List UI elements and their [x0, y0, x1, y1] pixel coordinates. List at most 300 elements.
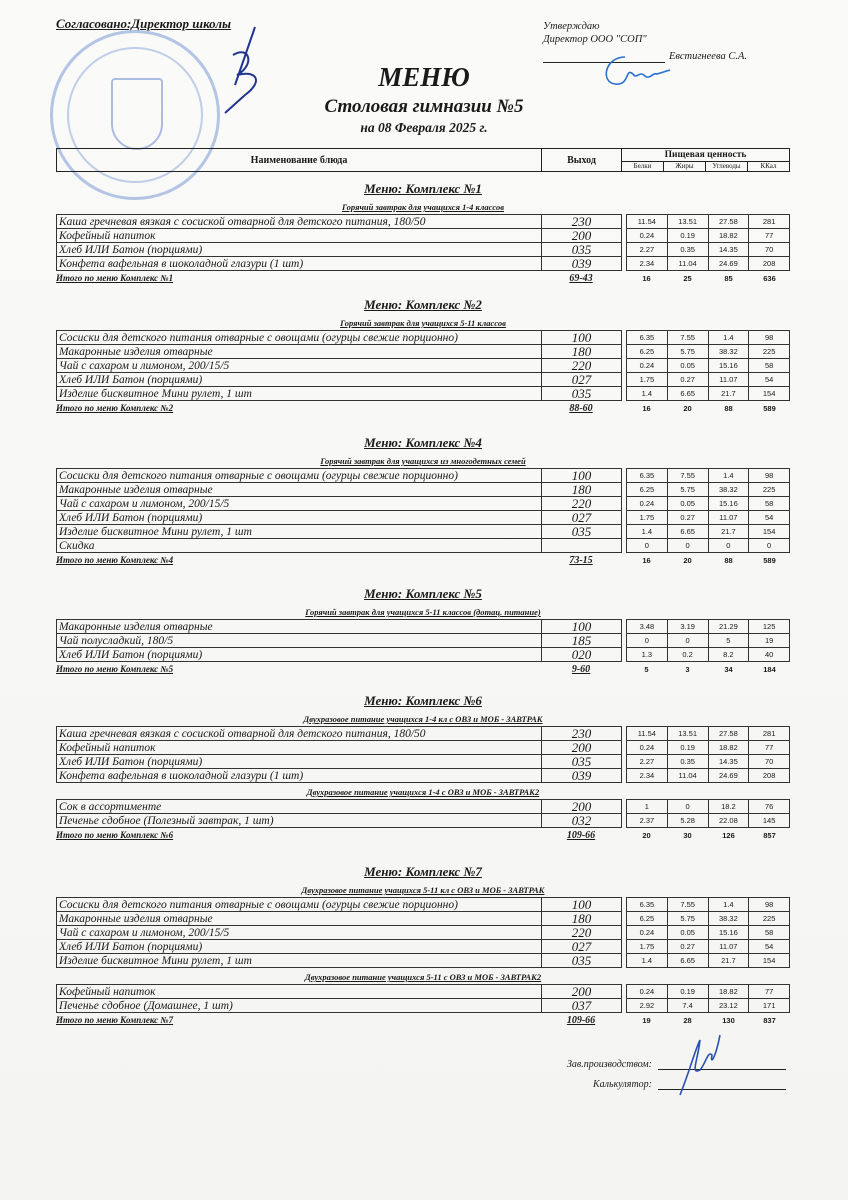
dish-output: 100 [542, 331, 622, 345]
section-total [56, 828, 790, 842]
group-subtitle: Горячий завтрак для учащихся 1-4 классов [341, 202, 505, 212]
dish-fats: 11.04 [667, 257, 708, 271]
dish-carbs: 11.07 [708, 373, 749, 387]
menu-section [56, 585, 790, 676]
dish-proteins: 11.54 [627, 215, 668, 229]
dish-carbs: 11.07 [708, 511, 749, 525]
total-label: Итого по меню Комплекс №5 [56, 664, 174, 674]
dish-name: Печенье сдобное (Полезный завтрак, 1 шт) [57, 814, 542, 828]
header-fats: Жиры [664, 162, 706, 171]
table-row [57, 229, 790, 243]
table-row [57, 814, 790, 828]
dish-fats: 0.27 [667, 511, 708, 525]
dish-proteins: 0.24 [627, 229, 668, 243]
dish-fats: 5.75 [667, 912, 708, 926]
total-kcal: 837 [763, 1015, 776, 1025]
dish-fats: 0.2 [667, 648, 708, 662]
dish-kcal: 19 [749, 634, 790, 648]
dish-kcal: 208 [749, 769, 790, 783]
dish-kcal: 98 [749, 898, 790, 912]
approve-label: Утверждаю [543, 21, 600, 32]
dish-name: Хлеб ИЛИ Батон (порциями) [57, 373, 542, 387]
calculator-label: Калькулятор: [593, 1079, 652, 1090]
dish-carbs: 21.7 [708, 387, 749, 401]
table-row [57, 243, 790, 257]
table-row [57, 912, 790, 926]
dish-carbs: 15.16 [708, 497, 749, 511]
dish-proteins: 2.27 [627, 755, 668, 769]
dish-fats: 5.75 [667, 345, 708, 359]
dish-name: Хлеб ИЛИ Батон (порциями) [57, 755, 542, 769]
dish-proteins: 0.24 [627, 497, 668, 511]
dish-proteins: 2.27 [627, 243, 668, 257]
dish-output: 035 [542, 525, 622, 539]
dish-fats: 13.51 [667, 727, 708, 741]
dish-kcal: 54 [749, 373, 790, 387]
dish-name: Конфета вафельная в шоколадной глазури (1 шт) [57, 769, 542, 783]
section-total [56, 1013, 790, 1027]
dish-name: Кофейный напиток [57, 985, 542, 999]
dish-proteins: 1.3 [627, 648, 668, 662]
dish-proteins: 0 [627, 634, 668, 648]
total-carbs: 85 [724, 273, 733, 283]
total-fats: 30 [683, 830, 692, 840]
dish-fats: 11.04 [667, 769, 708, 783]
dish-name: Сосиски для детского питания отварные с овощами (огурцы свежие порционно) [57, 898, 542, 912]
dish-proteins: 0.24 [627, 359, 668, 373]
dish-kcal: 77 [749, 229, 790, 243]
dish-proteins: 6.35 [627, 331, 668, 345]
section-total [56, 553, 790, 567]
dish-carbs: 22.08 [708, 814, 749, 828]
total-price: 73-15 [569, 554, 593, 566]
dish-fats: 0.05 [667, 926, 708, 940]
total-fats: 25 [683, 273, 692, 283]
dish-output: 037 [542, 999, 622, 1013]
dish-kcal: 58 [749, 359, 790, 373]
dish-carbs: 38.32 [708, 912, 749, 926]
total-label: Итого по меню Комплекс №2 [56, 403, 174, 413]
header-output: Выход [542, 149, 622, 171]
dish-name: Чай с сахаром и лимоном, 200/15/5 [57, 497, 542, 511]
table-row [57, 511, 790, 525]
dish-proteins: 6.25 [627, 483, 668, 497]
dish-table [56, 468, 790, 553]
dish-name: Чай с сахаром и лимоном, 200/15/5 [57, 359, 542, 373]
total-kcal: 589 [763, 555, 776, 565]
dish-name: Макаронные изделия отварные [57, 912, 542, 926]
dish-fats: 0.27 [667, 940, 708, 954]
dish-fats: 6.65 [667, 387, 708, 401]
dish-output: 200 [542, 741, 622, 755]
total-fats: 20 [683, 555, 692, 565]
total-carbs: 88 [724, 555, 733, 565]
dish-output: 020 [542, 648, 622, 662]
header-carbs: Углеводы [706, 162, 748, 171]
table-row [57, 539, 790, 553]
group-subtitle: Двухразовое питание учащихся 1-4 кл с ОВЗ и МОБ - ЗАВТРАК [303, 714, 543, 724]
dish-kcal: 225 [749, 912, 790, 926]
dish-fats: 0.19 [667, 229, 708, 243]
dish-proteins: 0.24 [627, 741, 668, 755]
dish-name: Каша гречневая вязкая с сосиской отварной для детского питания, 180/50 [57, 215, 542, 229]
dish-fats: 0.19 [667, 741, 708, 755]
dish-name: Хлеб ИЛИ Батон (порциями) [57, 243, 542, 257]
approver-title: Директор ООО "СОП" [543, 34, 647, 45]
dish-fats: 0 [667, 800, 708, 814]
table-row [57, 345, 790, 359]
dish-name: Печенье сдобное (Домашнее, 1 шт) [57, 999, 542, 1013]
group-subtitle: Горячий завтрак для учащихся 5-11 классов (дотац. питание) [305, 607, 541, 617]
header-dish-name: Наименование блюда [57, 149, 542, 171]
menu-section [56, 692, 790, 842]
table-row [57, 999, 790, 1013]
header-proteins: Белки [622, 162, 664, 171]
dish-fats: 7.55 [667, 469, 708, 483]
total-label: Итого по меню Комплекс №6 [56, 830, 174, 840]
table-row [57, 926, 790, 940]
menu-section [56, 863, 790, 1027]
total-proteins: 20 [642, 830, 651, 840]
table-row [57, 257, 790, 271]
total-label: Итого по меню Комплекс №1 [56, 273, 174, 283]
dish-kcal: 125 [749, 620, 790, 634]
dish-name: Макаронные изделия отварные [57, 345, 542, 359]
dish-proteins: 0.24 [627, 985, 668, 999]
menu-section [56, 180, 790, 285]
dish-kcal: 77 [749, 985, 790, 999]
dish-fats: 0.05 [667, 497, 708, 511]
dish-proteins: 2.92 [627, 999, 668, 1013]
dish-carbs: 1.4 [708, 331, 749, 345]
group-subtitle: Горячий завтрак для учащихся из многодетных семей [320, 456, 526, 466]
dish-carbs: 0 [708, 539, 749, 553]
total-kcal: 857 [763, 830, 776, 840]
dish-output: 035 [542, 243, 622, 257]
dish-carbs: 18.82 [708, 741, 749, 755]
dish-kcal: 98 [749, 469, 790, 483]
table-row [57, 373, 790, 387]
document-subtitle: Столовая гимназии №5 [324, 96, 524, 117]
dish-kcal: 70 [749, 243, 790, 257]
menu-section [56, 434, 790, 567]
dish-output: 180 [542, 483, 622, 497]
dish-carbs: 21.7 [708, 954, 749, 968]
dish-kcal: 40 [749, 648, 790, 662]
dish-kcal: 225 [749, 345, 790, 359]
total-proteins: 5 [644, 664, 649, 674]
document-title: МЕНЮ [378, 62, 470, 92]
total-label: Итого по меню Комплекс №4 [56, 555, 174, 565]
table-row [57, 985, 790, 999]
total-kcal: 589 [763, 403, 776, 413]
dish-carbs: 1.4 [708, 469, 749, 483]
total-price: 109-66 [566, 829, 596, 841]
dish-carbs: 5 [708, 634, 749, 648]
dish-carbs: 18.82 [708, 985, 749, 999]
dish-proteins: 1 [627, 800, 668, 814]
dish-kcal: 76 [749, 800, 790, 814]
total-proteins: 19 [642, 1015, 651, 1025]
dish-output: 220 [542, 497, 622, 511]
dish-output: 185 [542, 634, 622, 648]
dish-proteins: 11.54 [627, 727, 668, 741]
production-head-label: Зав.производством: [566, 1059, 652, 1070]
section-total [56, 271, 790, 285]
table-row [57, 331, 790, 345]
dish-fats: 0.35 [667, 755, 708, 769]
approver-name: Евстигнеева С.А. [669, 51, 747, 62]
dish-carbs: 8.2 [708, 648, 749, 662]
dish-carbs: 11.07 [708, 940, 749, 954]
dish-carbs: 23.12 [708, 999, 749, 1013]
dish-output: 032 [542, 814, 622, 828]
dish-output: 220 [542, 926, 622, 940]
group-subtitle: Двухразовое питание учащихся 5-11 кл с ОВЗ и МОБ - ЗАВТРАК [301, 885, 545, 895]
table-header [56, 148, 790, 172]
table-row [57, 469, 790, 483]
dish-carbs: 18.2 [708, 800, 749, 814]
dish-output: 180 [542, 912, 622, 926]
dish-proteins: 6.25 [627, 345, 668, 359]
dish-kcal: 225 [749, 483, 790, 497]
dish-carbs: 15.16 [708, 926, 749, 940]
dish-name: Макаронные изделия отварные [57, 483, 542, 497]
table-row [57, 648, 790, 662]
dish-proteins: 6.35 [627, 469, 668, 483]
table-row [57, 387, 790, 401]
dish-output: 027 [542, 511, 622, 525]
dish-kcal: 145 [749, 814, 790, 828]
total-price: 88-60 [569, 402, 593, 414]
total-fats: 28 [683, 1015, 692, 1025]
dish-table [56, 214, 790, 271]
table-row [57, 954, 790, 968]
table-row [57, 769, 790, 783]
dish-carbs: 15.16 [708, 359, 749, 373]
menu-section [56, 296, 790, 415]
dish-table [56, 799, 790, 828]
dish-kcal: 54 [749, 940, 790, 954]
dish-carbs: 24.69 [708, 257, 749, 271]
header-nutrition [622, 149, 789, 171]
table-row [57, 483, 790, 497]
table-row [57, 525, 790, 539]
calculator-signature-icon [670, 1030, 730, 1100]
dish-kcal: 154 [749, 954, 790, 968]
dish-carbs: 24.69 [708, 769, 749, 783]
dish-kcal: 77 [749, 741, 790, 755]
dish-name: Сосиски для детского питания отварные с овощами (огурцы свежие порционно) [57, 469, 542, 483]
dish-carbs: 14.35 [708, 243, 749, 257]
dish-kcal: 154 [749, 387, 790, 401]
dish-table [56, 897, 790, 968]
total-price: 9-60 [571, 663, 591, 675]
table-row [57, 215, 790, 229]
table-row [57, 755, 790, 769]
table-row [57, 497, 790, 511]
dish-proteins: 2.37 [627, 814, 668, 828]
group-subtitle: Двухразовое питание учащихся 1-4 с ОВЗ и МОБ - ЗАВТРАК2 [306, 787, 540, 797]
total-proteins: 16 [642, 273, 651, 283]
dish-kcal: 54 [749, 511, 790, 525]
dish-name: Изделие бисквитное Мини рулет, 1 шт [57, 954, 542, 968]
dish-proteins: 1.4 [627, 387, 668, 401]
dish-carbs: 14.35 [708, 755, 749, 769]
dish-proteins: 6.25 [627, 912, 668, 926]
dish-fats: 6.65 [667, 525, 708, 539]
dish-name: Изделие бисквитное Мини рулет, 1 шт [57, 525, 542, 539]
dish-carbs: 38.32 [708, 345, 749, 359]
dish-output: 200 [542, 229, 622, 243]
dish-output: 230 [542, 215, 622, 229]
dish-carbs: 21.7 [708, 525, 749, 539]
dish-fats: 5.28 [667, 814, 708, 828]
dish-output: 035 [542, 954, 622, 968]
dish-output: 100 [542, 469, 622, 483]
table-row [57, 741, 790, 755]
dish-name: Хлеб ИЛИ Батон (порциями) [57, 940, 542, 954]
section-title: Меню: Комплекс №2 [364, 297, 482, 312]
dish-name: Скидка [57, 539, 542, 553]
table-row [57, 940, 790, 954]
total-carbs: 126 [722, 830, 735, 840]
dish-kcal: 281 [749, 727, 790, 741]
section-title: Меню: Комплекс №7 [364, 864, 482, 879]
dish-fats: 0 [667, 634, 708, 648]
dish-fats: 0.27 [667, 373, 708, 387]
dish-proteins: 1.4 [627, 954, 668, 968]
section-title: Меню: Комплекс №1 [364, 181, 482, 196]
dish-name: Макаронные изделия отварные [57, 620, 542, 634]
total-kcal: 636 [763, 273, 776, 283]
dish-output: 200 [542, 985, 622, 999]
dish-table [56, 330, 790, 401]
dish-output: 039 [542, 257, 622, 271]
dish-kcal: 58 [749, 497, 790, 511]
total-kcal: 184 [763, 664, 776, 674]
agreed-by-label: Согласовано:Директор школы [56, 16, 232, 31]
dish-name: Хлеб ИЛИ Батон (порциями) [57, 511, 542, 525]
section-title: Меню: Комплекс №6 [364, 693, 482, 708]
dish-proteins: 1.75 [627, 373, 668, 387]
dish-kcal: 70 [749, 755, 790, 769]
dish-kcal: 58 [749, 926, 790, 940]
dish-fats: 0.05 [667, 359, 708, 373]
total-carbs: 130 [722, 1015, 735, 1025]
dish-carbs: 18.82 [708, 229, 749, 243]
dish-name: Изделие бисквитное Мини рулет, 1 шт [57, 387, 542, 401]
dish-output: 100 [542, 898, 622, 912]
dish-kcal: 281 [749, 215, 790, 229]
dish-carbs: 38.32 [708, 483, 749, 497]
dish-fats: 13.51 [667, 215, 708, 229]
total-label: Итого по меню Комплекс №7 [56, 1015, 174, 1025]
dish-fats: 7.4 [667, 999, 708, 1013]
dish-kcal: 171 [749, 999, 790, 1013]
table-row [57, 620, 790, 634]
dish-table [56, 984, 790, 1013]
dish-output: 027 [542, 940, 622, 954]
total-price: 109-66 [566, 1014, 596, 1026]
dish-output: 035 [542, 387, 622, 401]
section-total [56, 662, 790, 676]
dish-fats: 0 [667, 539, 708, 553]
dish-name: Сок в ассортименте [57, 800, 542, 814]
dish-proteins: 1.4 [627, 525, 668, 539]
dish-table [56, 726, 790, 783]
dish-proteins: 6.35 [627, 898, 668, 912]
total-proteins: 16 [642, 403, 651, 413]
dish-name: Хлеб ИЛИ Батон (порциями) [57, 648, 542, 662]
dish-name: Чай полусладкий, 180/5 [57, 634, 542, 648]
total-proteins: 16 [642, 555, 651, 565]
table-row [57, 359, 790, 373]
table-row [57, 727, 790, 741]
dish-fats: 7.55 [667, 331, 708, 345]
dish-name: Каша гречневая вязкая с сосиской отварной для детского питания, 180/50 [57, 727, 542, 741]
dish-output: 027 [542, 373, 622, 387]
dish-proteins: 0 [627, 539, 668, 553]
dish-kcal: 208 [749, 257, 790, 271]
dish-proteins: 1.75 [627, 511, 668, 525]
group-subtitle: Двухразовое питание учащихся 5-11 с ОВЗ и МОБ - ЗАВТРАК2 [304, 972, 542, 982]
document-date: на 08 Февраля 2025 г. [360, 120, 488, 135]
dish-kcal: 154 [749, 525, 790, 539]
section-title: Меню: Комплекс №5 [364, 586, 482, 601]
dish-carbs: 1.4 [708, 898, 749, 912]
dish-name: Кофейный напиток [57, 229, 542, 243]
dish-fats: 3.19 [667, 620, 708, 634]
total-carbs: 34 [724, 664, 733, 674]
dish-fats: 0.35 [667, 243, 708, 257]
dish-carbs: 21.29 [708, 620, 749, 634]
total-fats: 3 [685, 664, 690, 674]
section-title: Меню: Комплекс №4 [364, 435, 482, 450]
section-total [56, 401, 790, 415]
dish-output: 035 [542, 755, 622, 769]
dish-carbs: 27.58 [708, 215, 749, 229]
dish-name: Конфета вафельная в шоколадной глазури (1 шт) [57, 257, 542, 271]
dish-fats: 0.19 [667, 985, 708, 999]
header-kcal: ККал [760, 162, 777, 170]
dish-kcal: 98 [749, 331, 790, 345]
dish-proteins: 1.75 [627, 940, 668, 954]
dish-output: 230 [542, 727, 622, 741]
total-fats: 20 [683, 403, 692, 413]
total-carbs: 88 [724, 403, 733, 413]
dish-proteins: 0.24 [627, 926, 668, 940]
dish-output: 220 [542, 359, 622, 373]
dish-name: Кофейный напиток [57, 741, 542, 755]
dish-fats: 7.55 [667, 898, 708, 912]
dish-output: 100 [542, 620, 622, 634]
dish-output: 039 [542, 769, 622, 783]
total-price: 69-43 [569, 272, 593, 284]
dish-fats: 5.75 [667, 483, 708, 497]
dish-output [542, 539, 622, 553]
dish-kcal: 0 [749, 539, 790, 553]
dish-table [56, 619, 790, 662]
dish-output: 180 [542, 345, 622, 359]
group-subtitle: Горячий завтрак для учащихся 5-11 классов [340, 318, 506, 328]
dish-name: Сосиски для детского питания отварные с овощами (огурцы свежие порционно) [57, 331, 542, 345]
table-row [57, 898, 790, 912]
table-row [57, 800, 790, 814]
dish-proteins: 2.34 [627, 257, 668, 271]
dish-proteins: 3.48 [627, 620, 668, 634]
table-row [57, 634, 790, 648]
